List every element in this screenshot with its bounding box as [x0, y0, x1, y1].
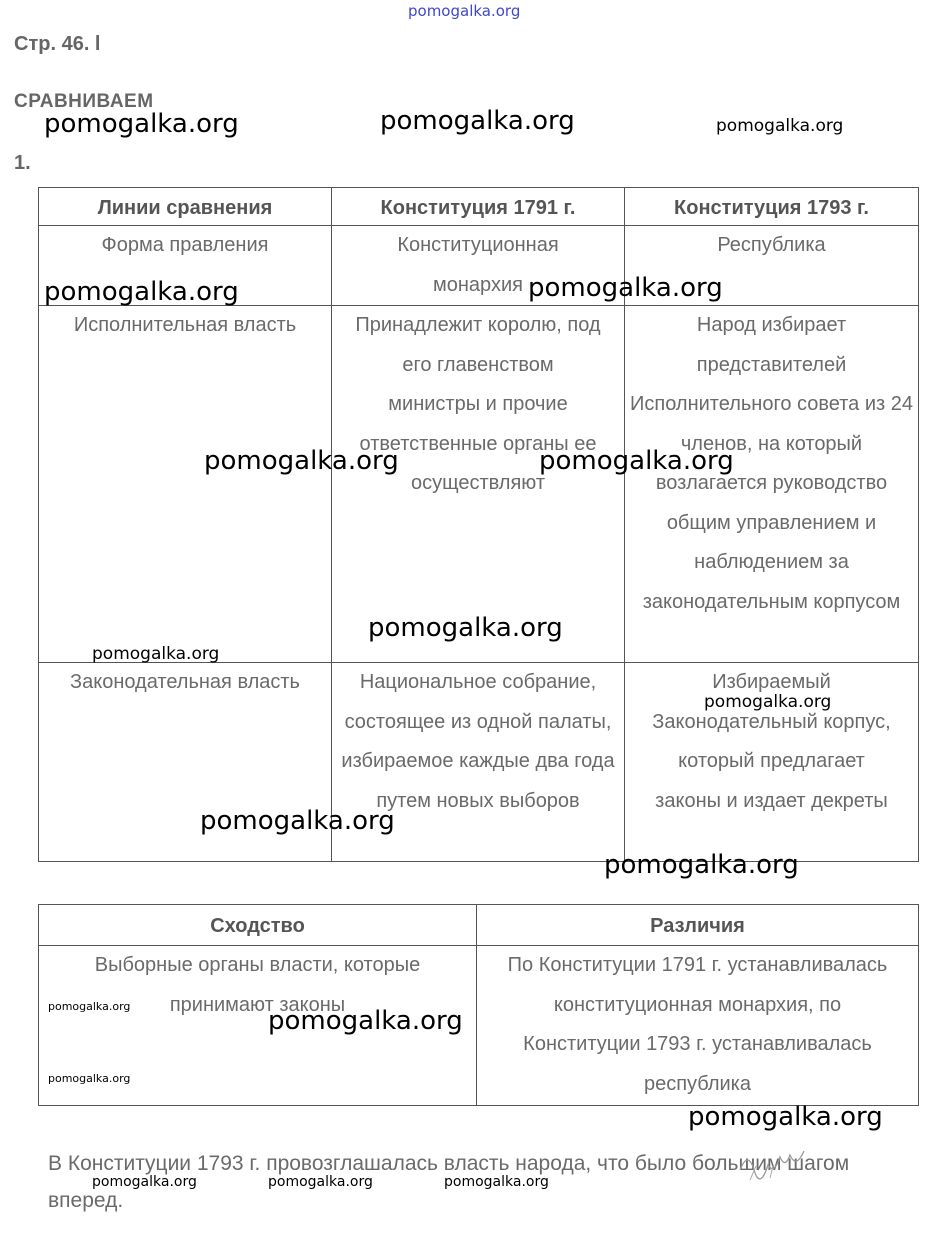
table-header-row	[39, 905, 919, 946]
table-cell: Выборные органы власти, которые принимают законы	[39, 946, 477, 1106]
watermark: pomogalka.org	[48, 1000, 131, 1013]
watermark: pomogalka.org	[704, 692, 832, 712]
pen-scribble	[730, 1140, 830, 1185]
header-cell: Различия	[477, 905, 919, 946]
header-cell: Сходство	[39, 905, 477, 946]
section-title: СРАВНИВАЕМ	[14, 91, 154, 112]
watermark: pomogalka.org	[44, 277, 239, 307]
header-cell: Линии сравнения	[39, 188, 332, 226]
watermark: pomogalka.org	[268, 1006, 463, 1036]
watermark: pomogalka.org	[688, 1102, 883, 1132]
table-cell: По Конституции 1791 г. устанавливалась конституционная монархия, по Конституции 1793 г. устанавливалась республика	[477, 946, 919, 1106]
table-cell: Народ избирает представителей Исполнительного совета из 24 членов, на который возлагается руководство общим управлением и наблюдением за законодательным корпусом	[625, 306, 919, 663]
table-cell: Республика	[625, 226, 919, 306]
watermark: pomogalka.org	[539, 446, 734, 476]
table-cell: Конституционная монархия	[332, 226, 625, 306]
page-reference: Стр. 46. l	[14, 33, 101, 55]
watermark: pomogalka.org	[204, 446, 399, 476]
header-cell: Конституция 1793 г.	[625, 188, 919, 226]
header-cell: Конституция 1791 г.	[332, 188, 625, 226]
watermark: pomogalka.org	[48, 1072, 131, 1085]
header-watermark: pomogalka.org	[408, 2, 521, 20]
conclusion-text: В Конституции 1793 г. провозглашалась власть народа, что было большим шагом вперед.	[48, 1152, 850, 1212]
watermark: pomogalka.org	[716, 116, 844, 136]
similarity-difference-table	[38, 904, 919, 1106]
watermark: pomogalka.org	[92, 644, 220, 664]
watermark: pomogalka.org	[92, 1174, 197, 1190]
table-cell: Законодательная власть	[39, 663, 332, 862]
table-row	[39, 946, 919, 1106]
watermark: pomogalka.org	[268, 1174, 373, 1190]
watermark: pomogalka.org	[528, 273, 723, 303]
watermark: pomogalka.org	[44, 109, 239, 139]
table-cell: Исполнительная власть	[39, 306, 332, 663]
table-header-row	[39, 188, 919, 226]
table-cell: Избираемый Законодательный корпус, который предлагает законы и издает декреты	[625, 663, 919, 862]
table-cell: Национальное собрание, состоящее из одной палаты, избираемое каждые два года путем новых выборов	[332, 663, 625, 862]
watermark: pomogalka.org	[444, 1174, 549, 1190]
watermark: pomogalka.org	[368, 613, 563, 643]
table-row	[39, 306, 919, 663]
watermark: pomogalka.org	[380, 106, 575, 136]
table-cell: Форма правления	[39, 226, 332, 306]
task-number: 1.	[14, 152, 31, 174]
watermark: pomogalka.org	[604, 850, 799, 880]
table-cell: Принадлежит королю, под его главенством министры и прочие ответственные органы ее осуществляют	[332, 306, 625, 663]
watermark: pomogalka.org	[200, 806, 395, 836]
